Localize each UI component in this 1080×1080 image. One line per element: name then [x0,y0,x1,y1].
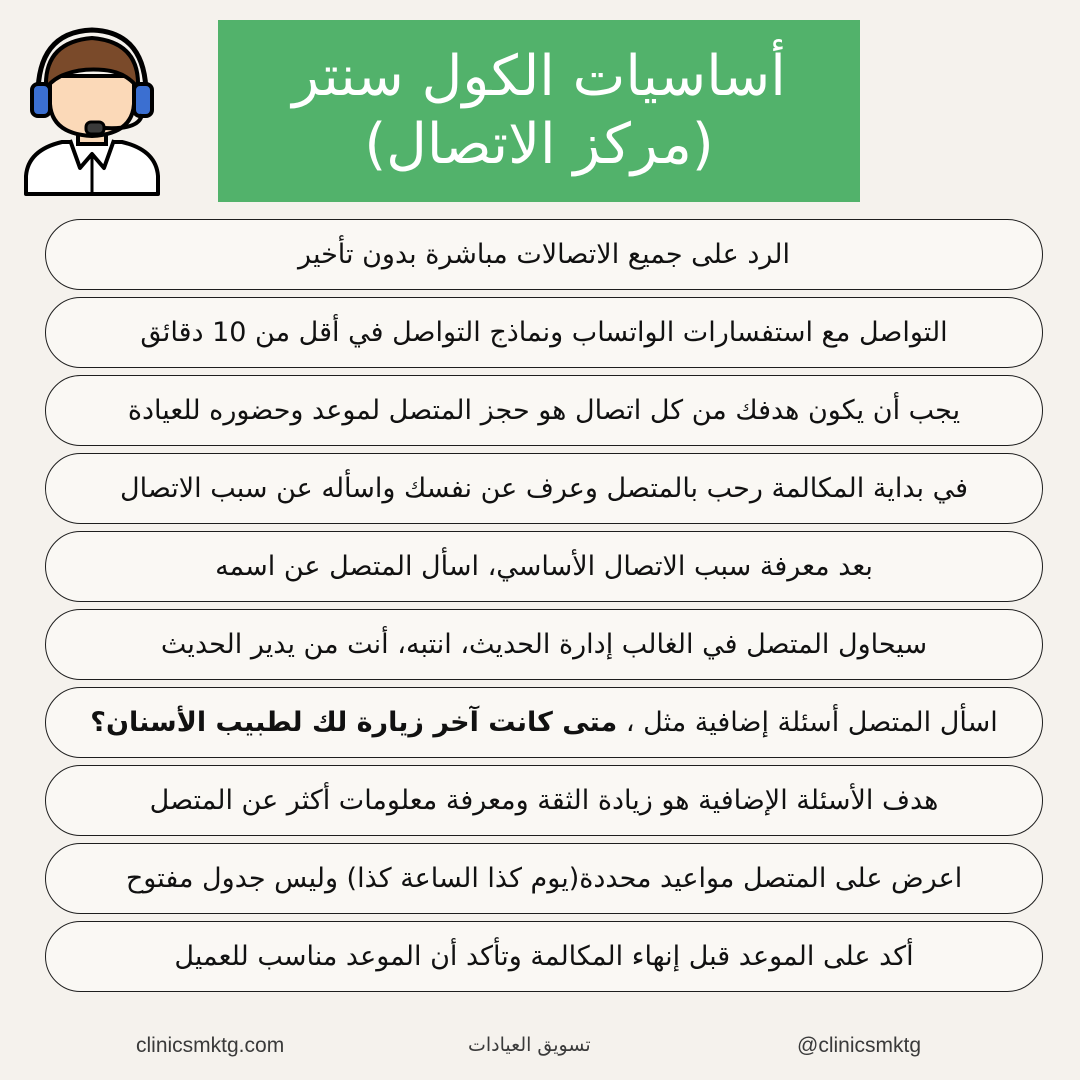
tip-item-10 [45,921,1043,992]
footer-website: clinicsmktg.com [136,1034,285,1057]
tip-text: أكد على الموعد قبل إنهاء المكالمة وتأكد أن الموعد مناسب للعميل [174,941,914,972]
tip-text: الرد على جميع الاتصالات مباشرة بدون تأخير [298,239,790,270]
footer-brand: تسويق العيادات [468,1034,591,1056]
footer-handle: @clinicsmktg [797,1034,922,1057]
tip-text [90,707,997,738]
page-subtitle: (مركز الاتصال) [364,112,714,177]
tip-item-7 [45,687,1043,758]
tip-item-1 [45,219,1043,290]
tip-text-bold: متى كانت آخر زيارة لك لطبيب الأسنان؟ [90,707,618,738]
call-center-agent-icon [22,26,162,198]
tips-list [45,219,1043,999]
tip-text: سيحاول المتصل في الغالب إدارة الحديث، انتبه، أنت من يدير الحديث [160,629,928,660]
tip-text: يجب أن يكون هدفك من كل اتصال هو حجز المتصل لموعد وحضوره للعيادة [127,395,961,426]
title-banner [218,20,860,202]
tip-text-regular: اسأل المتصل أسئلة إضافية مثل ، [617,707,998,738]
tip-text: بعد معرفة سبب الاتصال الأساسي، اسأل المتصل عن اسمه [215,551,873,582]
tip-item-4 [45,453,1043,524]
tip-item-5 [45,531,1043,602]
tip-text: اعرض على المتصل مواعيد محددة(يوم كذا الساعة كذا) وليس جدول مفتوح [125,863,963,894]
tip-item-2 [45,297,1043,368]
tip-text: هدف الأسئلة الإضافية هو زيادة الثقة ومعرفة معلومات أكثر عن المتصل [149,785,939,816]
page-title: أساسيات الكول سنتر [292,44,786,109]
tip-text: في بداية المكالمة رحب بالمتصل وعرف عن نفسك واسأله عن سبب الاتصال [119,473,969,504]
tip-text: التواصل مع استفسارات الواتساب ونماذج التواصل في أقل من 10 دقائق [140,317,948,348]
tip-item-9 [45,843,1043,914]
tip-item-8 [45,765,1043,836]
tip-item-6 [45,609,1043,680]
tip-item-3 [45,375,1043,446]
